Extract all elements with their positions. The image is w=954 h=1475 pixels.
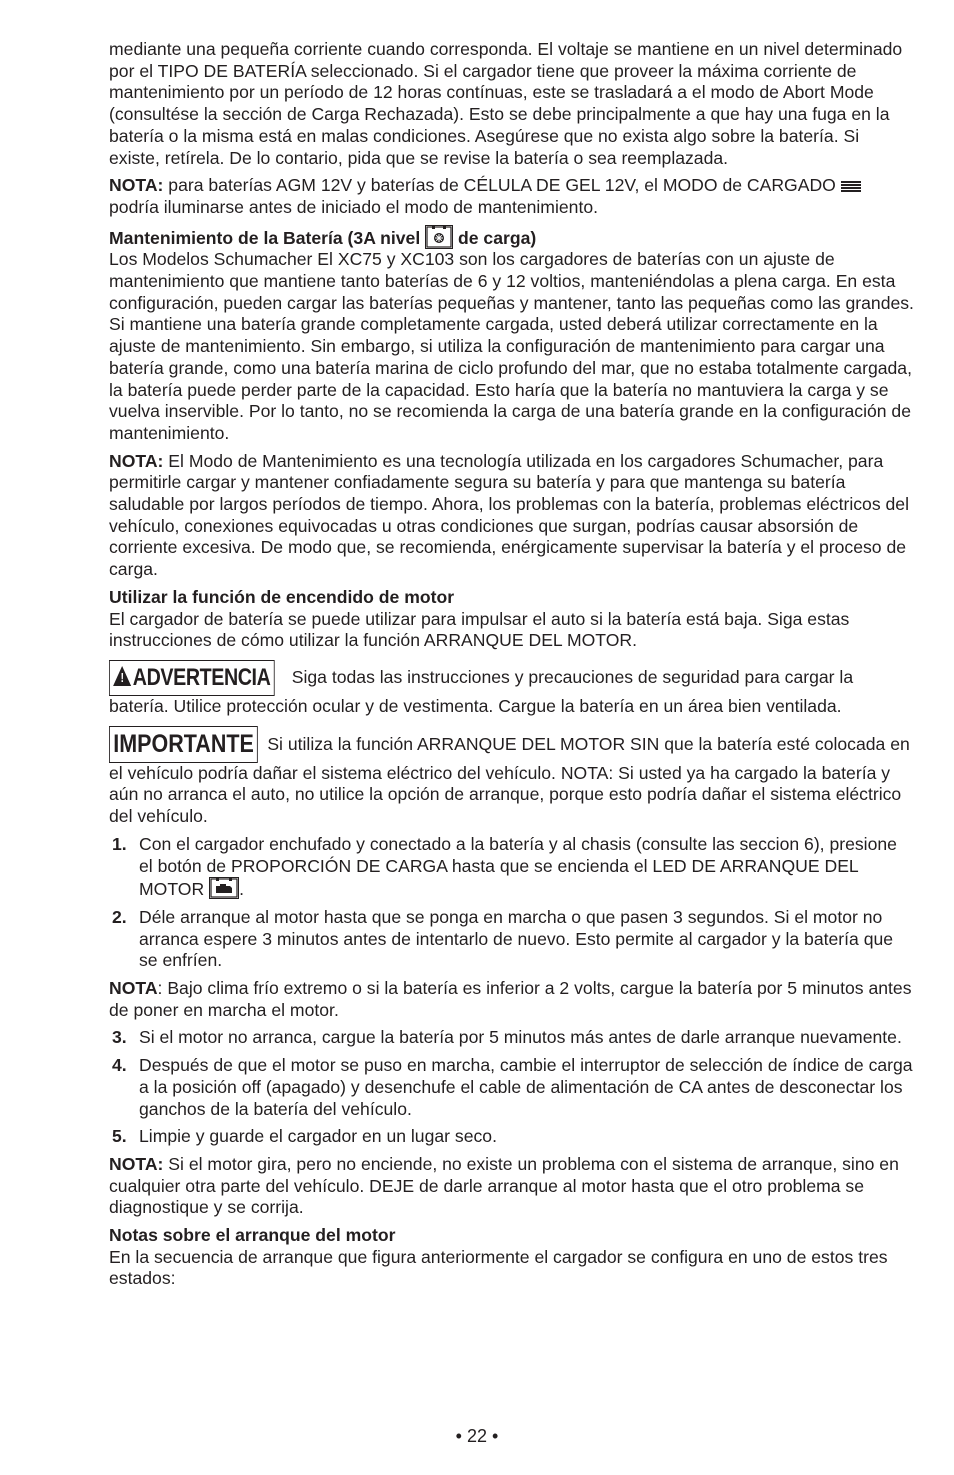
list-item [109, 834, 914, 901]
step-text-cont: . [239, 879, 244, 900]
engine-start-section [109, 587, 914, 652]
note-label: NOTA [109, 978, 158, 999]
note-label: NOTA: [109, 450, 164, 471]
steps-list-b [109, 1027, 914, 1148]
step-number: 2. [112, 906, 127, 927]
maintenance-heading [109, 225, 914, 250]
note-label: NOTA: [109, 1153, 164, 1174]
list-item [109, 907, 914, 972]
warning-block [109, 660, 914, 718]
maintenance-heading-text: Mantenimiento de la Batería (3A nivel [109, 227, 426, 248]
note-text: El Modo de Mantenimiento es una tecnología utilizada en los cargadores Schumacher, para permitirle cargar y mantener confiadamente segura su batería y para que mantenga su batería saludable por largos períodos de tiempo. Ahora, los problemas con la batería, problemas eléctricos del vehículo, conexiones equivocadas u otras condiciones que surgan, podrías causar absorsión de corriente excesiva. De modo que, se recomienda, enérgicamente supervisar la batería y el proceso de carga. [109, 450, 909, 580]
battery-charged-icon [841, 180, 861, 194]
step-number: 5. [112, 1126, 127, 1147]
step-number: 1. [112, 833, 127, 854]
warning-text: Siga todas las instrucciones y precauciones de seguridad para cargar la batería. Utilice protección ocular y de vestimenta. Cargue la batería en un área bien ventilada. [109, 666, 854, 716]
engine-notes-body: En la secuencia de arranque que figura anteriormente el cargador se configura en uno de estos tres estados: [109, 1246, 888, 1289]
warning-triangle-icon: ! [113, 666, 131, 686]
note-text: Si el motor gira, pero no enciende, no existe un problema con el sistema de arranque, sino en cualquier otra parte del vehículo. DEJE de darle arranque al motor hasta que el otro problema se diagnostique y se corrija. [109, 1153, 899, 1218]
step-text: Después de que el motor se puso en marcha, cambie el interruptor de selección de índice de carga a la posición off (apagado) y desenchufe el cable de alimentación de CA antes de desconectar los ganchos de la batería del vehículo. [139, 1055, 913, 1119]
maintenance-mode-icon [425, 225, 453, 249]
engine-start-heading: Utilizar la función de encendido de motor [109, 586, 455, 607]
maintenance-body: Los Modelos Schumacher El XC75 y XC103 son los cargadores de baterías con un ajuste de mantenimiento que mantiene tanto baterías de 6 y 12 voltios, manteniéndolas a plena carga. En esta configuración, pueden cargar las baterías pequeñas y mantener, tanto las pequeñas como las grandes. Si mantiene una batería grande completamente cargada, usted deberá utilizar correctamente en la ajuste de mantenimiento. Sin embargo, si utiliza la configuración de mantenimiento para cargar una batería grande, como una batería marina de ciclo profundo del mar, que no estaba totalmente cargada, la batería puede perder parte de la capacidad. Esto haría que la batería no mantuviera la carga y se vuelva inservible. Por lo tanto, no se recomienda la carga de una batería grande en la configuración de mantenimiento. [109, 249, 914, 443]
note-label: NOTA: [109, 175, 164, 196]
note-charged-mode [109, 175, 914, 218]
warning-label-text: ADVERTENCIA [132, 663, 271, 691]
maintenance-section [109, 225, 914, 445]
step-number: 3. [112, 1027, 127, 1048]
page-number: • 22 • [455, 1426, 499, 1446]
note-engine-turns [109, 1154, 914, 1219]
list-item [109, 1126, 914, 1148]
steps-list-a [109, 834, 914, 972]
note-text: : Bajo clima frío extremo o si la batería es inferior a 2 volts, cargue la batería por 5 minutos antes de poner en marcha el motor. [109, 978, 912, 1020]
list-item [109, 1027, 914, 1049]
note-text-cont: podría iluminarse antes de iniciado el modo de mantenimiento. [109, 196, 598, 217]
intro-paragraph: mediante una pequeña corriente cuando corresponda. El voltaje se mantiene en un nivel determinado por el TIPO DE BATERÍA seleccionado. Si el cargador tiene que proveer la máxima corriente de mantenimiento por un período de 12 horas contínuas, este se trasladará a el modo de Abort Mode (consultése la sección de Carga Rechazada). Esto se debe principalmente a que hay una fuga en la batería o la misma está en malas condiciones. Asegúrese que no exista algo sobre la batería. Si existe, retírela. De lo contario, pida que se revise la batería o sea reemplazada. [109, 39, 903, 168]
note-text: para baterías AGM 12V y baterías de CÉLULA DE GEL 12V, el MODO de CARGADO [163, 175, 841, 196]
important-label: IMPORTANTE [109, 726, 258, 763]
note-maintenance-mode [109, 451, 914, 581]
engine-notes-heading: Notas sobre el arranque del motor [109, 1225, 396, 1246]
note-cold-weather [109, 978, 914, 1021]
important-block [109, 726, 914, 828]
manual-page [109, 39, 914, 1296]
important-text: Si utiliza la función ARRANQUE DEL MOTOR SIN que la batería esté colocada en el vehículo podría dañar el sistema eléctrico del vehículo. NOTA: Si usted ya ha cargado la batería y aún no arranca el auto, no utilice la opción de arranque, porque esto podría dañar el sistema eléctrico del vehículo. [109, 733, 910, 827]
engine-start-body: El cargador de batería se puede utilizar para impulsar el auto si la batería está baja. Siga estas instrucciones de cómo utilizar la función ARRANQUE DEL MOTOR. [109, 608, 850, 651]
step-text: Si el motor no arranca, cargue la batería por 5 minutos más antes de darle arranque nuevamente. [139, 1027, 902, 1048]
step-text: Limpie y guarde el cargador en un lugar seco. [139, 1126, 497, 1147]
list-item [109, 1055, 914, 1120]
maintenance-heading-text-cont: de carga) [453, 227, 537, 248]
warning-label [109, 660, 275, 696]
engine-start-icon [209, 877, 239, 899]
step-text: Con el cargador enchufado y conectado a la batería y al chasis (consulte las seccion 6), presione el botón de PROPORCIÓN DE CARGA hasta que se encienda el LED DE ARRANQUE DEL MOTOR [139, 833, 897, 900]
engine-notes-section [109, 1225, 914, 1290]
step-text: Déle arranque al motor hasta que se ponga en marcha o que pasen 3 segundos. Si el motor no arranca espere 3 minutos antes de intentarlo de nuevo. Esto permite al cargador y la batería que se enfríen. [139, 906, 894, 971]
step-number: 4. [112, 1055, 127, 1076]
